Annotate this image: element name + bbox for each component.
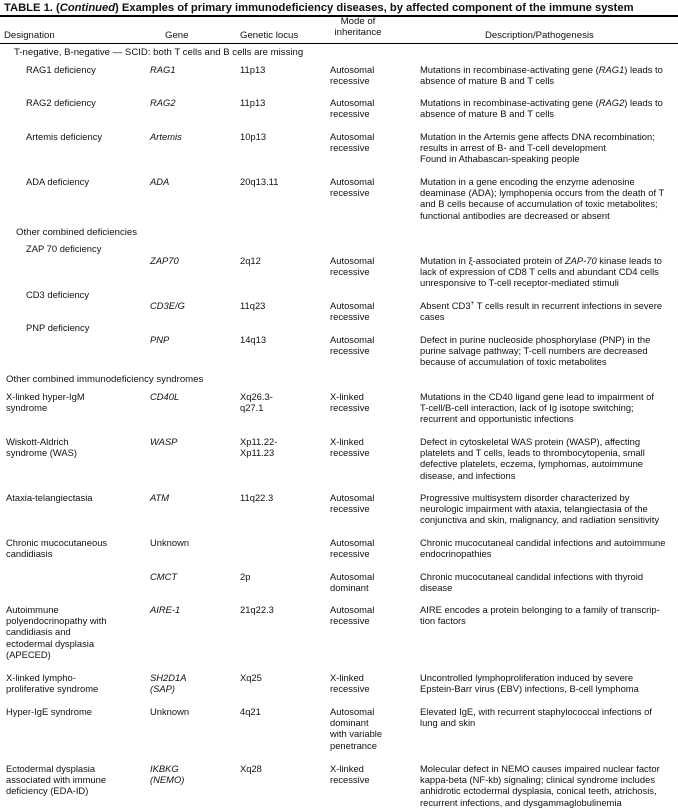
zap70-designation: ZAP 70 deficiency [26,243,102,254]
cmc-designation: Chronic mucocutaneous candidiasis [6,537,108,560]
header-gene: Gene [165,30,189,41]
was-locus: Xp11.22- Xp11.23 [240,436,278,459]
rag2-mode: Autosomal recessive [330,97,375,120]
cd3-locus: 11q23 [240,300,266,311]
cmc1-description: Chronic mucocutaneal candidal infections and autoimmune endocrinopathies [420,537,666,560]
apeced-mode: Autosomal recessive [330,604,375,627]
was-gene: WASP [150,436,178,447]
hyperige-gene: Unknown [150,706,190,717]
edaid-gene: IKBKG (NEMO) [150,763,185,786]
artemis-locus: 10p13 [240,131,267,142]
cd3-description: Absent CD3+ T cells result in recurrent infections in severe cases [420,299,663,323]
cd3-gene: CD3E/G [150,300,185,311]
apeced-gene: AIRE-1 [150,604,181,615]
was-designation: Wiskott-Aldrich syndrome (WAS) [6,436,78,459]
artemis-designation: Artemis deficiency [26,131,103,142]
table-title: TABLE 1. (Continued) Examples of primary immunodeficiency diseases, by affected component of the immune system [4,2,634,14]
ada-designation: ADA deficiency [26,176,90,187]
pnp-mode: Autosomal recessive [330,334,375,357]
edaid-designation: Ectodermal dysplasia associated with immune deficiency (EDA-ID) [6,763,107,797]
rag2-designation: RAG2 deficiency [26,97,96,108]
atm-description: Progressive multisystem disorder characterized by neurologic impairment with ataxia, telangiectasia of the conjunctiva and skin, malignancy, and radiation sensitivity [420,492,660,526]
section-other-combined: Other combined deficiencies [16,227,138,238]
header-rule [0,43,678,44]
pnp-designation: PNP deficiency [26,322,90,333]
rag1-mode: Autosomal recessive [330,64,375,87]
artemis-description: Mutation in the Artemis gene affects DNA recombination; results in arrest of B- and T-cell development Found in Athabascan-speaking people [420,131,655,165]
edaid-locus: Xq28 [240,763,262,774]
zap70-gene: ZAP70 [150,255,179,266]
edaid-description: Molecular defect in NEMO causes impaired nuclear factor kappa-beta (NF-kb) signaling; clinical syndrome includes anhidrotic ectodermal dysplasia, conical teeth, atrichosis, recurrent infections, and dysgammaglobulinemia [420,763,660,808]
xhim-locus: Xq26.3- q27.1 [240,391,273,414]
hyperige-description: Elevated IgE, with recurrent staphylococcal infections of lung and skin [420,706,652,729]
zap70-description: Mutation in ξ-associated protein of ZAP-70 kinase leads to lack of expression of CD8 T cells and abundant CD4 cells unresponsive to T-cell receptor-mediated stimuli [420,255,662,289]
was-description: Defect in cytoskeletal WAS protein (WASP), affecting platelets and T cells, leads to thrombocytopenia, small defective platelets, eczema, lymphomas, autoimmune disease, and infections [420,436,645,481]
zap70-mode: Autosomal recessive [330,255,375,278]
rag1-locus: 11p13 [240,64,266,75]
hyperige-mode: Autosomal dominant with variable penetrance [330,706,383,751]
artemis-gene: Artemis [150,131,182,142]
atm-designation: Ataxia-telangiectasia [6,492,93,503]
cmc2-gene: CMCT [150,571,178,582]
cmc2-description: Chronic mucocutaneal candidal infections with thyroid disease [420,571,644,594]
xhim-mode: X-linked recessive [330,391,370,414]
atm-locus: 11q22.3 [240,492,274,503]
cmc1-gene: Unknown [150,537,190,548]
apeced-locus: 21q22.3 [240,604,274,615]
cmc2-mode: Autosomal dominant [330,571,375,594]
header-mode: Mode of inheritance [334,16,382,38]
hyperige-locus: 4q21 [240,706,261,717]
xlp-gene: SH2D1A (SAP) [150,672,187,695]
rag2-gene: RAG2 [150,97,176,108]
cd3-designation: CD3 deficiency [26,289,90,300]
xhim-designation: X-linked hyper-IgM syndrome [6,391,85,414]
header-locus: Genetic locus [240,30,299,41]
ada-locus: 20q13.11 [240,176,279,187]
section-scid: T-negative, B-negative — SCID: both T cells and B cells are missing [14,47,304,58]
xlp-designation: X-linked lympho- proliferative syndrome [6,672,99,695]
pnp-description: Defect in purine nucleoside phosphorylase (PNP) in the purine salvage pathway; T-cell numbers are decreased because of accumulation of toxic metabolites [420,334,651,368]
rag1-description: Mutations in recombinase-activating gene (RAG1) leads to absence of mature B and T cells [420,64,663,87]
artemis-mode: Autosomal recessive [330,131,375,154]
header-designation: Designation [4,30,55,41]
xhim-description: Mutations in the CD40 ligand gene lead to impairment of T-cell/B-cell interaction, lack of Ig isotope switching; recurrent and opportunistic infections [420,391,654,425]
xlp-locus: Xq25 [240,672,262,683]
edaid-mode: X-linked recessive [330,763,370,786]
apeced-description: AIRE encodes a protein belonging to a family of transcrip- tion factors [420,604,660,627]
pnp-gene: PNP [150,334,170,345]
cmc1-mode: Autosomal recessive [330,537,375,560]
pnp-locus: 14q13 [240,334,267,345]
xlp-mode: X-linked recessive [330,672,370,695]
atm-gene: ATM [150,492,170,503]
ada-description: Mutation in a gene encoding the enzyme adenosine deaminase (ADA); lymphopenia occurs from the death of T and B cells because of accumulation of toxic metabolites; functional antibodies are decreased or absent [420,176,665,221]
rag2-locus: 11p13 [240,97,266,108]
apeced-designation: Autoimmune polyendocrinopathy with candidiasis and ectodermal dysplasia (APECED) [6,604,107,660]
ada-gene: ADA [150,176,170,187]
cmc2-locus: 2p [240,571,251,582]
rag1-designation: RAG1 deficiency [26,64,96,75]
was-mode: X-linked recessive [330,436,370,459]
zap70-locus: 2q12 [240,255,261,266]
cd3-mode: Autosomal recessive [330,300,375,323]
ada-mode: Autosomal recessive [330,176,375,199]
hyperige-designation: Hyper-IgE syndrome [6,706,92,717]
xhim-gene: CD40L [150,391,180,402]
rag1-gene: RAG1 [150,64,176,75]
header-description: Description/Pathogenesis [485,30,594,41]
xlp-description: Uncontrolled lymphoproliferation induced by severe Epstein-Barr virus (EBV) infections, B-cell lymphoma [420,672,639,695]
section-syndromes: Other combined immunodeficiency syndromes [6,374,204,385]
rag2-description: Mutations in recombinase-activating gene (RAG2) leads to absence of mature B and T cells [420,97,663,120]
atm-mode: Autosomal recessive [330,492,375,515]
